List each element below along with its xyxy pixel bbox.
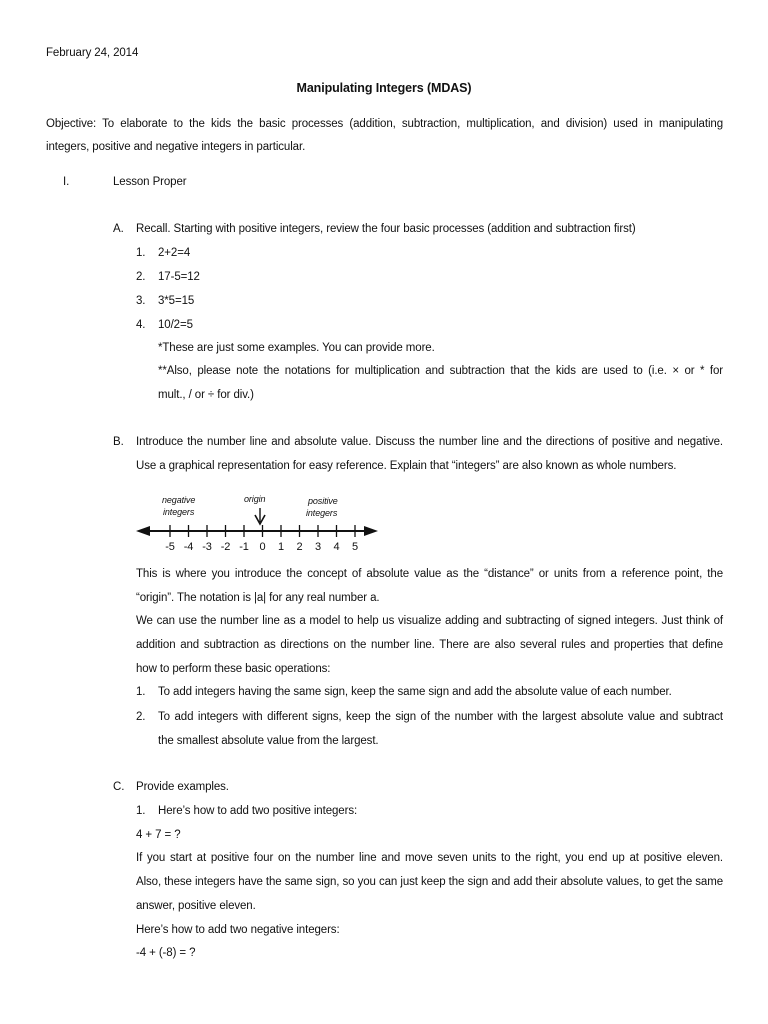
recall-item-text: 10/2=5: [158, 319, 193, 331]
negative-integers-label: integers: [163, 507, 195, 517]
example-1-line-1: If you start at positive four on the number line and move seven units to the right, you end up at positive eleven.: [136, 852, 723, 864]
rule-text: To add integers with different signs, keep the sign of the number with the largest absolute value and subtract: [158, 711, 723, 723]
positive-integers-label: integers: [306, 508, 338, 518]
example-num: 1.: [136, 805, 146, 817]
rule-text-continued: the smallest absolute value from the largest.: [158, 735, 379, 747]
number-line-tick-label: 0: [259, 541, 266, 553]
example-1-label: Here’s how to add two positive integers:: [158, 805, 358, 817]
left-arrow-head: [136, 526, 150, 536]
example-1-line-3: answer, positive eleven.: [136, 900, 256, 912]
number-line-tick-label: 5: [351, 541, 359, 553]
document-title: Manipulating Integers (MDAS): [296, 81, 472, 95]
number-line-tick-label: -4: [183, 541, 194, 553]
number-line-figure: [130, 488, 390, 560]
item-a-intro: Recall. Starting with positive integers, review the four basic processes (addition and subtraction first): [136, 223, 636, 235]
rule-text: To add integers having the same sign, keep the same sign and add the absolute value of each number.: [158, 686, 672, 698]
recall-note-1: *These are just some examples. You can provide more.: [158, 342, 435, 354]
recall-note-2-line-1: **Also, please note the notations for multiplication and subtraction that the kids are used to (i.e. × or * for: [158, 365, 723, 377]
document-date: February 24, 2014: [46, 47, 139, 59]
number-line-tick-label: -5: [165, 541, 175, 553]
example-2-label: Here’s how to add two negative integers:: [136, 924, 340, 936]
absolute-value-line-1: This is where you introduce the concept of absolute value as the “distance” or units from a reference point, the: [136, 568, 723, 580]
objective-line-1: Objective: To elaborate to the kids the basic processes (addition, subtraction, multiplication, and division) used in manipulating: [46, 118, 723, 130]
item-b-line-1: Introduce the number line and absolute value. Discuss the number line and the directions of positive and negative.: [136, 436, 723, 448]
recall-item-num: 1.: [136, 247, 146, 259]
number-line-tick-label: -2: [220, 541, 231, 553]
recall-item-text: 2+2=4: [158, 247, 191, 259]
recall-item-text: 17-5=12: [158, 271, 200, 283]
objective-line-2: integers, positive and negative integers in particular.: [46, 141, 306, 153]
rule-num: 1.: [136, 686, 146, 698]
item-c-intro: Provide examples.: [136, 781, 229, 793]
number-line-tick-label: 2: [296, 541, 303, 553]
example-1-equation: 4 + 7 = ?: [136, 829, 181, 841]
item-b-line-2: Use a graphical representation for easy reference. Explain that “integers” are also known as whole numbers.: [136, 460, 677, 472]
example-1-line-2: Also, these integers have the same sign, so you can just keep the sign and add their absolute values, to get the same: [136, 876, 723, 888]
model-para-line-3: how to perform these basic operations:: [136, 663, 331, 675]
section-i-heading: Lesson Proper: [113, 176, 187, 188]
section-i-marker: I.: [63, 176, 70, 188]
recall-item-num: 2.: [136, 271, 146, 283]
number-line-tick-label: 1: [277, 541, 285, 553]
recall-item-text: 3*5=15: [158, 295, 195, 307]
absolute-value-line-2: “origin”. The notation is |a| for any real number a.: [136, 592, 380, 604]
rule-num: 2.: [136, 711, 146, 723]
item-a-marker: A.: [113, 223, 124, 235]
model-para-line-1: We can use the number line as a model to help us visualize adding and subtracting of signed integers. Just think of: [136, 615, 723, 627]
origin-label: origin: [244, 494, 266, 504]
right-arrow-head: [364, 526, 378, 536]
positive-integers-label: positive: [308, 496, 338, 506]
number-line-tick-label: 4: [333, 541, 340, 553]
example-2-equation: -4 + (-8) = ?: [136, 947, 196, 959]
number-line-tick-label: -1: [239, 541, 249, 553]
item-c-marker: C.: [113, 781, 125, 793]
number-line-tick-label: -3: [202, 541, 212, 553]
model-para-line-2: addition and subtraction as directions on the number line. There are also several rules and properties that define: [136, 639, 723, 651]
recall-item-num: 3.: [136, 295, 146, 307]
negative-integers-label: negative: [162, 495, 196, 505]
recall-item-num: 4.: [136, 319, 146, 331]
recall-note-2-line-2: mult., / or ÷ for div.): [158, 389, 254, 401]
number-line-tick-label: 3: [314, 541, 322, 553]
item-b-marker: B.: [113, 436, 124, 448]
